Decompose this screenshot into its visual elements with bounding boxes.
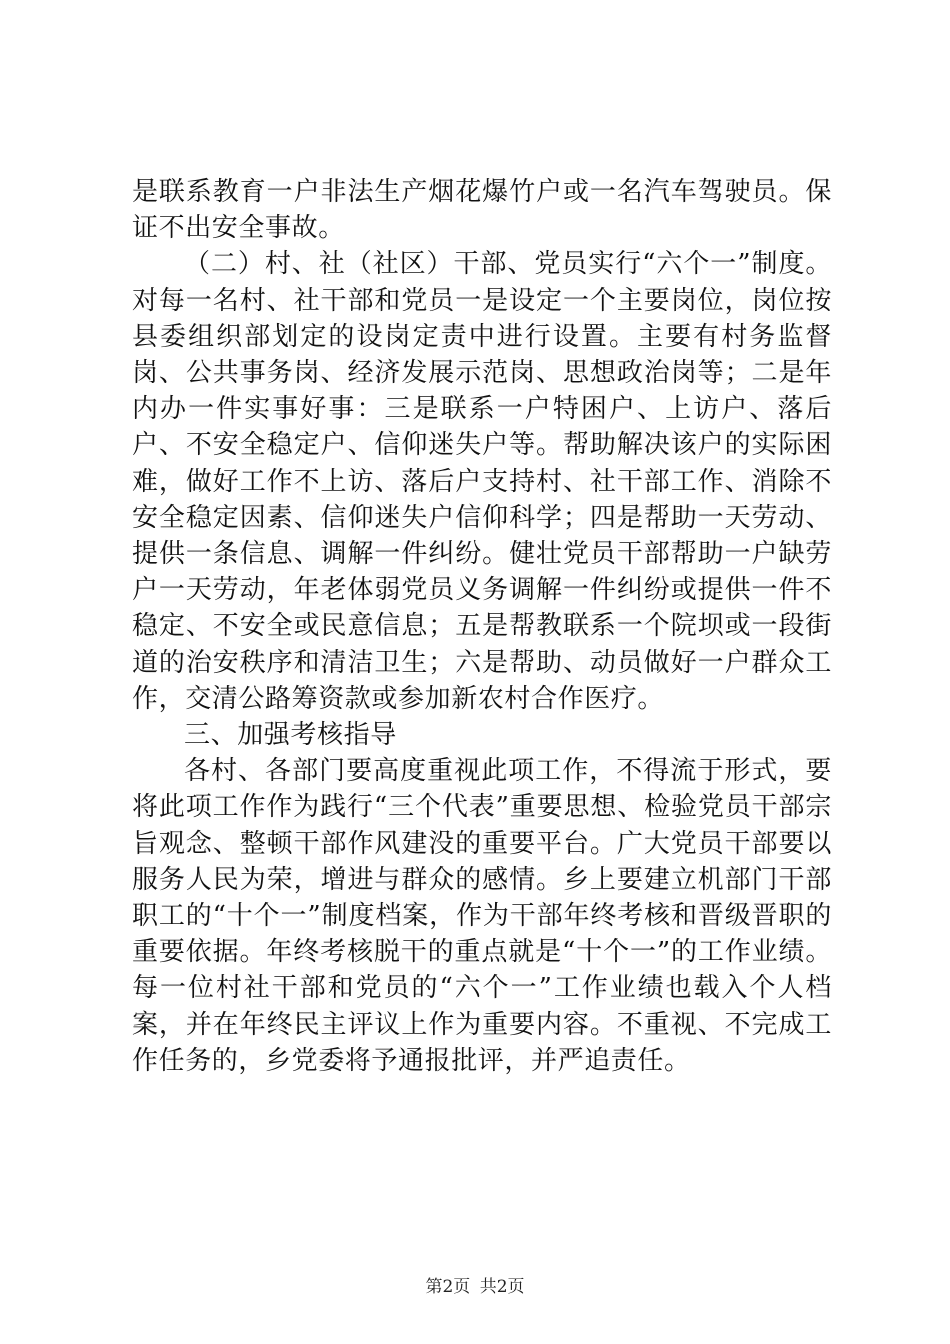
document-body (132, 174, 832, 1079)
section-heading-assessment: 三、加强考核指导 (184, 720, 397, 751)
paragraph-continuation: 是联系教育一户非法生产烟花爆竹户或一名汽车驾驶员。保证不出安全事故。 (132, 177, 832, 244)
page-total: 共2页 (479, 1277, 525, 1297)
page-number: 第2页 (425, 1277, 471, 1297)
paragraph-cadre-six-one: （二）村、社（社区）干部、党员实行“六个一”制度。对每一名村、社干部和党员一是设定一个主要岗位，岗位按县委组织部划定的设岗定责中进行设置。主要有村务监督岗、公共事务岗、经济发展示范岗、思想政治岗等；二是年内办一件实事好事：三是联系一户特困户、上访户、落后户、不安全稳定户、信仰迷失户等。帮助解决该户的实际困难，做好工作不上访、落后户支持村、社干部工作、消除不安全稳定因素、信仰迷失户信仰科学；四是帮助一天劳动、提供一条信息、调解一件纠纷。健壮党员干部帮助一户缺劳户一天劳动，年老体弱党员义务调解一件纠纷或提供一件不稳定、不安全或民意信息；五是帮教联系一个院坝或一段街道的治安秩序和清洁卫生；六是帮助、动员做好一户群众工作，交清公路筹资款或参加新农村合作医疗。 (132, 249, 832, 714)
page-footer (0, 1272, 950, 1297)
paragraph-assessment: 各村、各部门要高度重视此项工作，不得流于形式，要将此项工作作为践行“三个代表”重要思想、检验党员干部宗旨观念、整顿干部作风建没的重要平台。广大党员干部要以服务人民为荣，增进与群众的感情。乡上要建立机部门干部职工的“十个一”制度档案，作为干部年终考核和晋级晋职的重要依据。年终考核脱干的重点就是“十个一”的工作业绩。每一位村社干部和党员的“六个一”工作业绩也载入个人档案，并在年终民主评议上作为重要内容。不重视、不完成工作任务的，乡党委将予通报批评，并严追责任。 (132, 756, 832, 1076)
